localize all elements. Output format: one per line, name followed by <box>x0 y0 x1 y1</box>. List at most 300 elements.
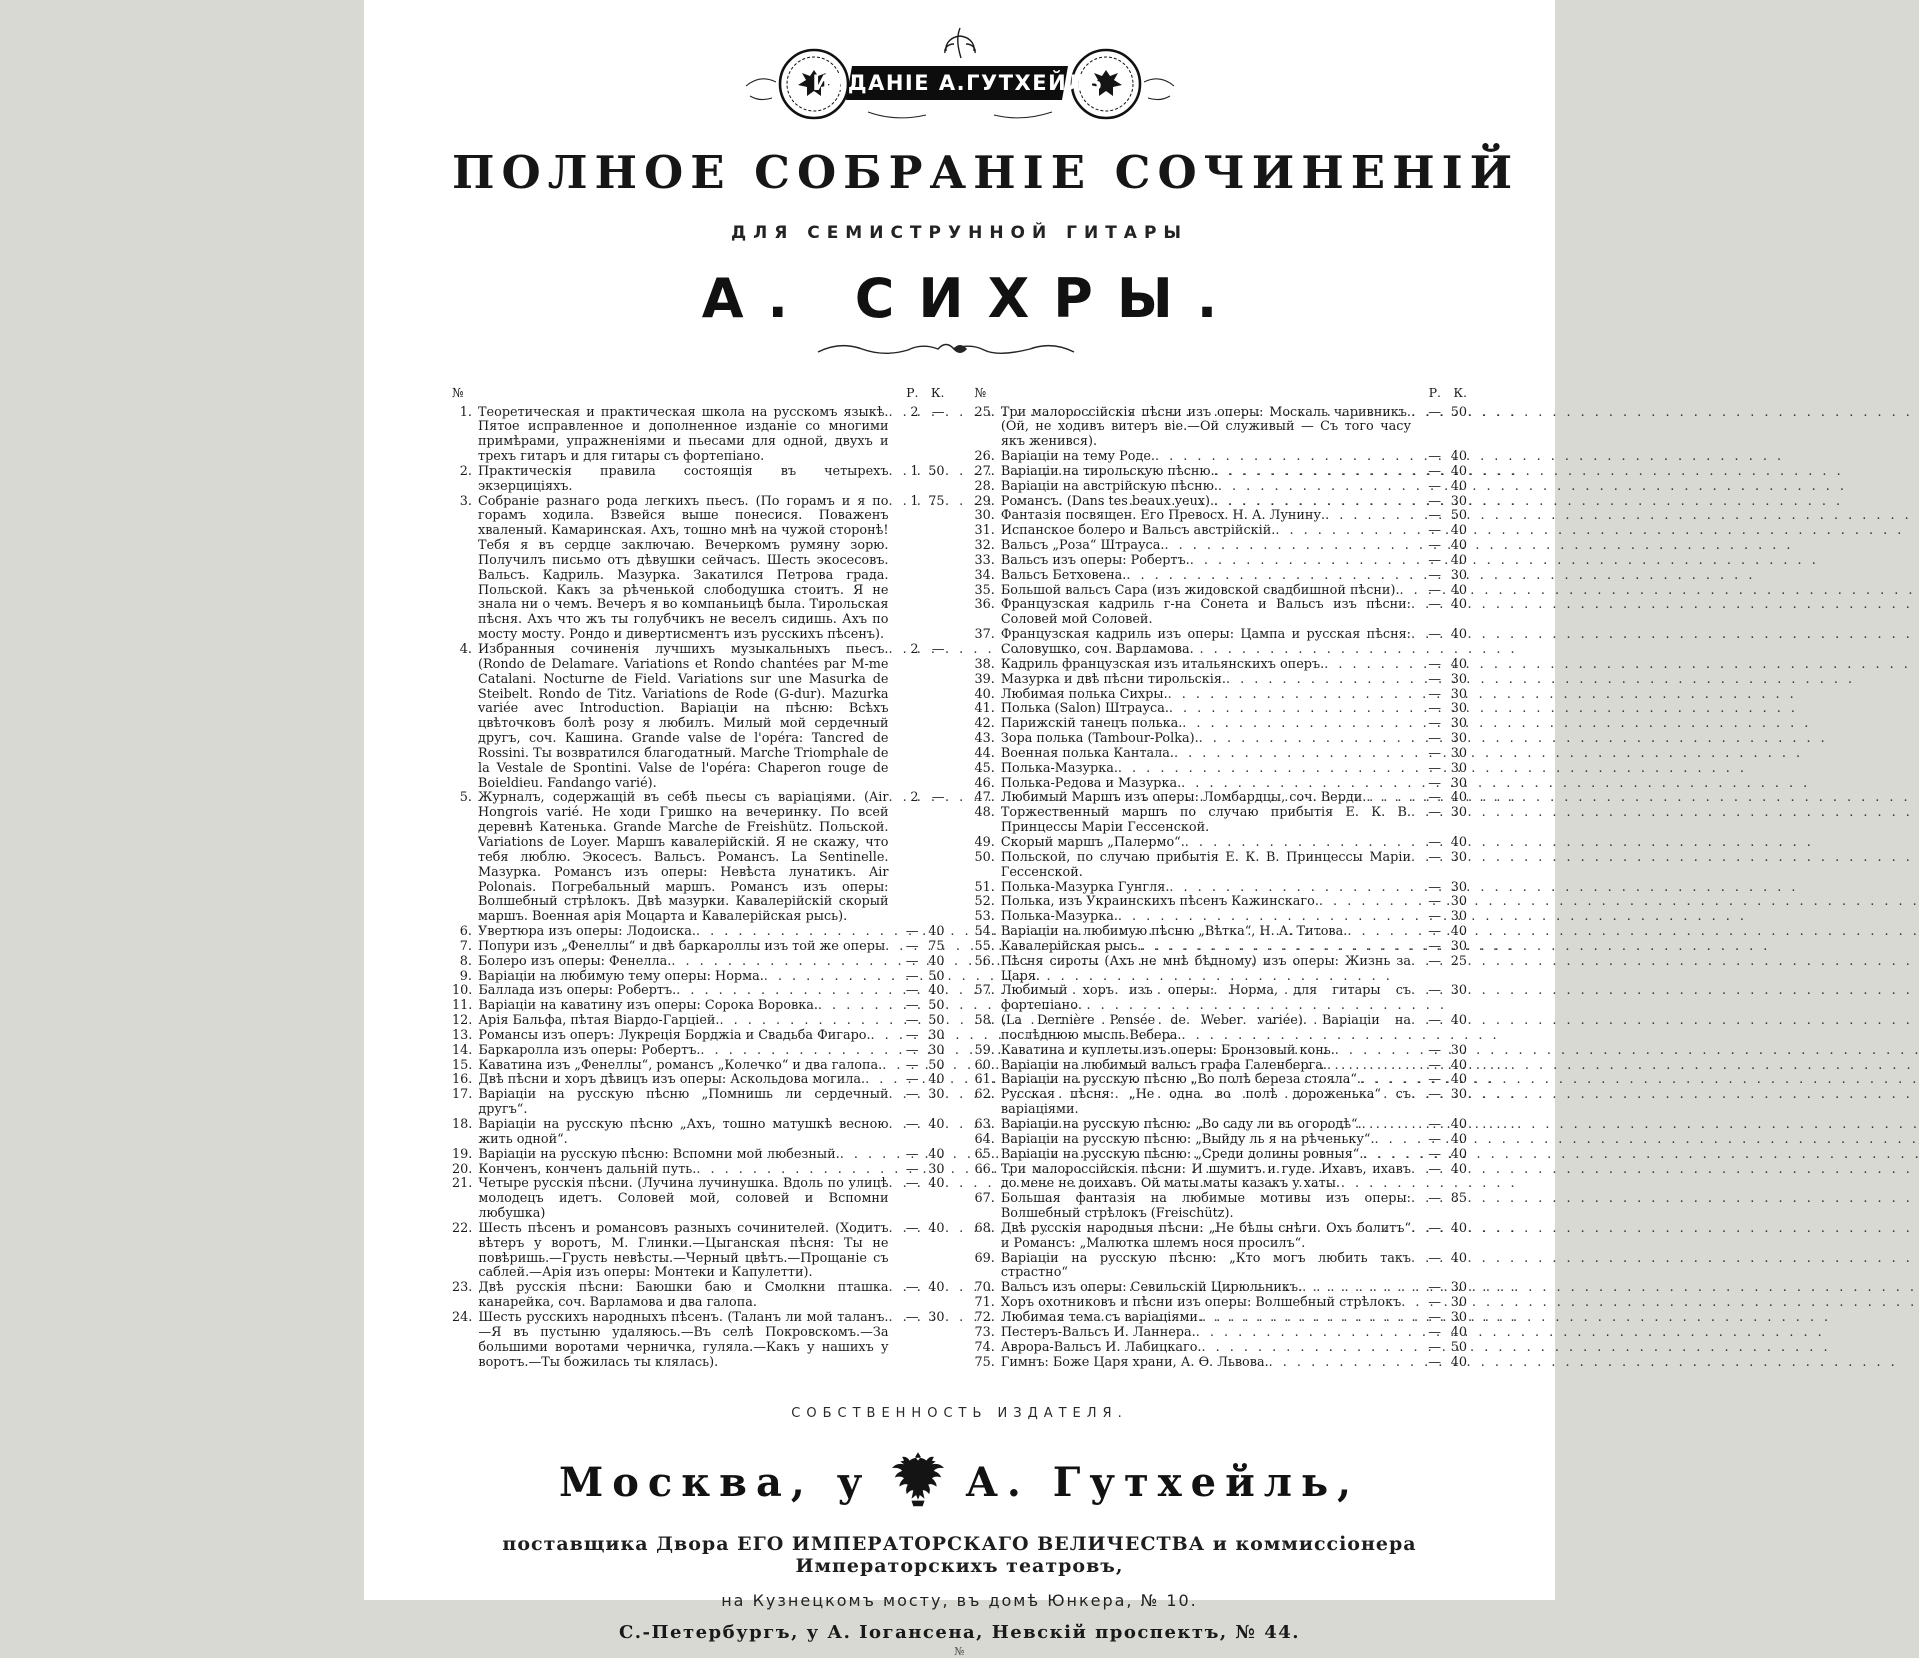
catalog-entry <box>975 910 1468 925</box>
catalog-entry <box>975 1073 1468 1088</box>
catalog-entry <box>975 1356 1468 1371</box>
entry-number: 41. <box>974 701 995 717</box>
entry-number: 55. <box>974 938 995 954</box>
entry-number: 10. <box>452 983 473 999</box>
dot-leader <box>871 1029 897 1044</box>
entry-number: 42. <box>974 716 995 732</box>
entry-price-kopecks: 50 <box>928 1057 945 1073</box>
dot-leader <box>1411 598 1419 613</box>
entry-price-rubles: — <box>905 1309 919 1325</box>
entry-price-kopecks: 40 <box>1450 1057 1467 1073</box>
number-header: № <box>974 385 987 400</box>
catalog-entry <box>975 1311 1468 1326</box>
entry-number: 62. <box>974 1087 995 1103</box>
dot-leader <box>1126 569 1419 584</box>
entry-price-rubles: — <box>1428 1309 1441 1325</box>
entry-title: Шесть пѣсенъ и романсовъ разныхъ сочинителей. (Ходитъ вѣтеръ у воротъ, М. Глинки.—Цыганская пѣсня: Ты не повѣришь.—Грусть невѣсты.—Черный цвѣтъ.—Прощаніе съ саблей.—Арія изъ оперы: Монтеки и Капулетти). <box>478 1220 889 1281</box>
entry-price-rubles: — <box>905 983 919 999</box>
entry-price-rubles: — <box>1428 523 1441 539</box>
catalog-entry <box>452 406 945 465</box>
entry-number: 49. <box>974 834 995 850</box>
entry-title: Русская пѣсня: „Не одна во полѣ дороженька“ съ варіаціями. <box>1000 1087 1411 1118</box>
branch-ornament-icon <box>944 28 974 58</box>
catalog-entry <box>975 524 1468 539</box>
entry-title: Романсы изъ оперъ: Лукреція Борджіа и Свадьба Фигаро. <box>478 1027 871 1043</box>
entry-price-kopecks: 40 <box>1450 552 1467 568</box>
dot-leader <box>889 1177 897 1192</box>
entry-price-kopecks: — <box>931 404 945 420</box>
entry-title: Варіаціи на русскую пѣсню: „Среди долины ровныя“. <box>1000 1146 1364 1162</box>
entry-number: 75. <box>974 1354 995 1370</box>
entry-price-rubles: — <box>905 1057 919 1073</box>
entry-number: 65. <box>974 1146 995 1162</box>
entry-price-kopecks: 50 <box>1450 404 1467 420</box>
entry-number: 1. <box>459 404 472 420</box>
entry-price-kopecks: 40 <box>1450 582 1467 598</box>
dot-leader <box>1361 1073 1419 1088</box>
dot-leader <box>1411 406 1419 421</box>
entry-title: Французская кадриль г-на Сонета и Вальсъ изъ пѣсни: Соловей мой Соловей. <box>1000 597 1411 628</box>
dot-leader <box>889 1088 897 1103</box>
entry-price-rubles: 2 <box>910 404 919 420</box>
entry-number: 30. <box>974 508 995 524</box>
catalog-entry <box>452 1163 945 1178</box>
court-supplier-line: поставщика Двора ЕГО ИМПЕРАТОРСКАГО ВЕЛИЧЕСТВА и коммиссіонера Императорскихъ театровъ, <box>502 1533 1417 1578</box>
entry-title: Большая фантазія на любимые мотивы изъ оперы: Волшебный стрѣлокъ (Freischütz). <box>1000 1191 1411 1222</box>
catalog-entry <box>975 895 1468 910</box>
entry-price-rubles: — <box>1428 463 1441 479</box>
catalog-entry <box>452 1073 945 1088</box>
entry-price-kopecks: 40 <box>1450 656 1467 672</box>
entry-price-rubles: — <box>1428 1161 1441 1177</box>
publisher-name: А. Гутхейль, <box>965 1458 1361 1506</box>
plate-mark: № <box>954 1645 965 1658</box>
entry-number: 5. <box>459 790 472 806</box>
dot-leader <box>1366 791 1419 806</box>
entry-price-kopecks: 40 <box>1450 1324 1467 1340</box>
entry-price-rubles: — <box>1428 582 1441 598</box>
left-column-header <box>452 386 945 401</box>
entry-title: Двѣ русскія народныя пѣсни: „Не бѣлы снѣги. Охъ болитъ“ и Романсъ: „Малютка шлемъ нося просилъ“. <box>1000 1220 1411 1251</box>
entry-number: 6. <box>459 924 472 940</box>
entry-title: Варіаціи на тему Роде. <box>1000 449 1155 465</box>
entry-price-rubles: — <box>1428 790 1441 806</box>
dot-leader <box>1226 673 1419 688</box>
catalog-entry <box>975 1088 1468 1118</box>
entry-number: 8. <box>459 953 472 969</box>
entry-title: Вальсъ „Роза“ Штрауса. <box>1000 538 1165 554</box>
catalog-entry <box>975 881 1468 896</box>
entry-price-kopecks: 40 <box>1450 538 1467 554</box>
entry-title: Кавалерійская рысь. <box>1000 938 1142 954</box>
catalog-entry <box>452 495 945 643</box>
entry-price-rubles: — <box>1428 716 1441 732</box>
dot-leader <box>1201 1341 1419 1356</box>
entry-title: Любимый хоръ изъ оперы: Норма, для гитары съ фортепіано. <box>1000 983 1411 1014</box>
dot-leader <box>720 1014 897 1029</box>
dot-leader <box>1347 925 1419 940</box>
entry-price-kopecks: 40 <box>1450 834 1467 850</box>
entry-price-rubles: — <box>1428 938 1441 954</box>
entry-number: 70. <box>974 1280 995 1296</box>
dot-leader <box>1411 628 1419 643</box>
entry-number: 68. <box>974 1220 995 1236</box>
entry-price-kopecks: 30 <box>1450 894 1467 910</box>
catalog-entry <box>975 658 1468 673</box>
entry-price-rubles: — <box>1428 745 1441 761</box>
catalog-entry <box>975 539 1468 554</box>
catalog-entry <box>975 1341 1468 1356</box>
entry-title: Арія Бальфа, пѣтая Віардо-Гарціей. <box>478 1013 720 1029</box>
dot-leader <box>1411 1014 1419 1029</box>
catalog-entry <box>975 1148 1468 1163</box>
entry-price-kopecks: 40 <box>1450 478 1467 494</box>
dot-leader <box>1190 554 1419 569</box>
entry-number: 64. <box>974 1131 995 1147</box>
entry-title: Варіаціи на каватину изъ оперы: Сорока Воровка. <box>478 998 818 1014</box>
entry-price-kopecks: 30 <box>1450 686 1467 702</box>
entry-price-kopecks: 40 <box>1450 627 1467 643</box>
entry-price-rubles: — <box>1428 731 1441 747</box>
entry-title: Варіаціи на любимый вальсъ графа Галенберга. <box>1000 1057 1327 1073</box>
catalog-entry <box>975 554 1468 569</box>
catalog-entry <box>452 465 945 495</box>
dot-leader <box>889 495 897 510</box>
publisher-ribbon-label: ИЗДАНІЕ А.ГУТХЕЙЛЬ <box>811 71 1104 95</box>
dot-leader <box>676 984 896 999</box>
entry-title: Пѣсня сироты (Ахъ не мнѣ бѣдному) изъ оперы: Жизнь за Царя. <box>1000 953 1411 984</box>
catalog-entry <box>975 1118 1468 1133</box>
entry-price-kopecks: 40 <box>928 1220 945 1236</box>
entry-price-rubles: — <box>1428 508 1441 524</box>
entry-number: 47. <box>974 790 995 806</box>
entry-price-rubles: — <box>1428 449 1441 465</box>
entry-price-kopecks: 30 <box>1450 1042 1467 1058</box>
dot-leader <box>1215 465 1419 480</box>
entry-price-rubles: 2 <box>910 790 919 806</box>
entry-number: 43. <box>974 731 995 747</box>
entry-price-rubles: — <box>905 1087 919 1103</box>
entry-price-rubles: — <box>1428 1354 1441 1370</box>
entry-title: Варіаціи на русскую пѣсню „Ахъ, тошно матушкѣ весною жить одной“. <box>478 1117 889 1147</box>
catalog-entry <box>975 465 1468 480</box>
entry-price-kopecks: 40 <box>1450 523 1467 539</box>
entry-price-kopecks: 30 <box>1450 1309 1467 1325</box>
entry-price-kopecks: 50 <box>928 968 945 984</box>
entry-price-rubles: — <box>1428 404 1441 420</box>
dot-leader <box>1327 1059 1419 1074</box>
entry-number: 25. <box>974 404 995 420</box>
catalog-entry <box>452 1148 945 1163</box>
dot-leader <box>1214 495 1419 510</box>
entry-title: Варіаціи на тирольскую пѣсню. <box>1000 463 1215 479</box>
catalog-entry <box>975 673 1468 688</box>
dot-leader <box>818 999 897 1014</box>
entry-title: Три малороссійскія пѣсни: И шумитъ и гуде. Ихавъ, ихавъ до мене не доихавъ. Ой маты маты казакъ у хаты. <box>1000 1161 1411 1192</box>
entry-title: Полька (Salon) Штрауса. <box>1000 701 1169 717</box>
dot-leader <box>889 643 897 658</box>
entry-price-rubles: — <box>1428 1220 1441 1236</box>
catalog-entry <box>452 791 945 925</box>
entry-title: Варіаціи на русскую пѣсню „Во полѣ береза стояла“. <box>1000 1072 1361 1088</box>
catalog-entry <box>975 598 1468 628</box>
entry-number: 38. <box>974 656 995 672</box>
catalog-entry <box>975 1014 1468 1044</box>
dot-leader <box>1411 1222 1419 1237</box>
dot-leader <box>889 1281 897 1296</box>
page-title: ПОЛНОЕ СОБРАНІЕ СОЧИНЕНІЙ <box>452 146 1520 199</box>
imprint <box>452 1406 1467 1658</box>
catalog-entry <box>975 984 1468 1014</box>
entry-price-rubles: — <box>1428 567 1441 583</box>
catalog-entry <box>452 643 945 791</box>
entry-price-rubles: — <box>905 1161 919 1177</box>
catalog-entry <box>975 1133 1468 1148</box>
entry-title: Парижскій танецъ полька. <box>1000 716 1183 732</box>
dot-leader <box>889 1222 897 1237</box>
entry-number: 14. <box>452 1042 473 1058</box>
entry-number: 72. <box>974 1309 995 1325</box>
catalog-entry <box>452 1014 945 1029</box>
entry-price-rubles: — <box>1428 627 1441 643</box>
catalog-entry <box>452 955 945 970</box>
entry-price-rubles: — <box>1428 894 1441 910</box>
entry-title: Аврора-Вальсъ И. Лабицкаго. <box>1000 1339 1202 1355</box>
entry-title: Мазурка и двѣ пѣсни тирольскія. <box>1000 671 1226 687</box>
entry-price-rubles: — <box>1428 701 1441 717</box>
entry-title: Конченъ, конченъ дальній путь. <box>478 1161 697 1177</box>
entry-price-rubles: — <box>1428 552 1441 568</box>
entry-price-rubles: — <box>1428 983 1441 999</box>
rubles-header: Р. <box>1428 385 1441 400</box>
entry-number: 63. <box>974 1117 995 1132</box>
dot-leader <box>1335 1044 1419 1059</box>
dot-leader <box>889 465 897 480</box>
catalog-entry <box>452 1088 945 1118</box>
dot-leader <box>1185 836 1419 851</box>
catalog <box>452 386 1467 1370</box>
catalog-entry <box>452 925 945 940</box>
catalog-entry <box>452 1281 945 1311</box>
catalog-entry <box>975 836 1468 851</box>
catalog-entry <box>975 1326 1468 1341</box>
entry-price-kopecks: 50 <box>1450 508 1467 524</box>
entry-title: Увертюра изъ оперы: Лодоиска. <box>478 924 696 940</box>
entry-number: 37. <box>974 627 995 643</box>
catalog-entry <box>975 925 1468 940</box>
ownership-notice: СОБСТВЕННОСТЬ ИЗДАТЕЛЯ. <box>791 1406 1128 1422</box>
entry-number: 73. <box>974 1324 995 1340</box>
entry-number: 26. <box>974 449 995 465</box>
entry-price-rubles: — <box>1428 760 1441 776</box>
dot-leader <box>1174 747 1419 762</box>
kopecks-header: К. <box>930 385 945 400</box>
entry-number: 7. <box>459 938 472 954</box>
publisher-ribbon <box>812 66 1103 100</box>
entry-number: 40. <box>974 686 995 702</box>
catalog-entry <box>975 406 1468 451</box>
petersburg-line: С.-Петербургъ, у А. Іогансена, Невскій проспектъ, № 44. <box>618 1622 1301 1644</box>
catalog-entry <box>975 1163 1468 1193</box>
entry-price-rubles: — <box>1428 1191 1441 1207</box>
dot-leader <box>889 791 897 806</box>
entry-title: Французская кадриль изъ оперы: Цампа и русская пѣсня: Соловушко, соч. Варламова. <box>1000 627 1411 657</box>
entry-title: Варіаціи на русскую пѣсню: „Выйду ль я на рѣченьку“. <box>1000 1131 1375 1147</box>
entry-price-rubles: — <box>905 1146 919 1162</box>
entry-price-rubles: — <box>1428 879 1441 895</box>
entry-title: Скорый маршъ „Палермо“. <box>1000 834 1185 850</box>
entry-price-kopecks: 40 <box>1450 1117 1467 1132</box>
entry-number: 51. <box>974 879 995 895</box>
entry-number: 15. <box>452 1057 473 1073</box>
entry-price-rubles: — <box>1428 478 1441 494</box>
catalog-entry <box>975 480 1468 495</box>
entry-price-rubles: — <box>1428 953 1441 969</box>
entry-number: 35. <box>974 582 995 598</box>
entry-title: Испанское болеро и Вальсъ австрійскій. <box>1000 523 1276 539</box>
entry-number: 28. <box>974 478 995 494</box>
entry-price-rubles: — <box>905 1042 919 1058</box>
catalog-entry <box>975 1296 1468 1311</box>
dot-leader <box>1325 509 1419 524</box>
entry-price-rubles: — <box>1428 1324 1441 1340</box>
dot-leader <box>1169 702 1419 717</box>
entry-number: 56. <box>974 953 995 969</box>
entry-price-kopecks: 30 <box>928 1087 945 1103</box>
entry-title: Двѣ пѣсни и хоръ дѣвицъ изъ оперы: Аскольдова могила. <box>478 1072 866 1088</box>
entry-price-rubles: — <box>905 953 919 969</box>
dot-leader <box>700 1044 896 1059</box>
catalog-entry <box>975 791 1468 806</box>
entry-number: 66. <box>974 1161 995 1177</box>
entry-price-rubles: 1 <box>910 463 919 479</box>
left-items-list <box>452 406 945 1371</box>
entry-title: Романсъ. (Dans tes beaux yeux). <box>1000 493 1215 509</box>
dot-leader <box>1324 658 1419 673</box>
entry-title: Болеро изъ оперы: Фенелла. <box>478 953 672 969</box>
rubles-header: Р. <box>906 385 919 400</box>
entry-price-kopecks: — <box>931 790 945 806</box>
entry-number: 67. <box>974 1191 995 1207</box>
dot-leader <box>1169 881 1419 896</box>
entry-title: Зора полька (Tambour-Polka). <box>1000 731 1199 747</box>
entry-price-kopecks: 40 <box>1450 1354 1467 1370</box>
entry-title: Собраніе разнаго рода легкихъ пьесъ. (По горамъ и я по горамъ ходила. Взвейся выше понесися. Поваженъ хваленый. Камаринская. Ахъ, тошно мнѣ на чужой сторонѣ! Тебя я въ сердце заключаю. Вечеркомъ румяну зорю. Получилъ письмо отъ дѣвушки сейчасъ. Шесть экосесовъ. Вальсъ. Кадриль. Мазурка. Закатился Петрова града. Польской. Какъ за рѣченькой слободушка стоитъ. Я не знала ни о чемъ. Вечеръ я во компаньицѣ была. Тирольская пѣсня. Ахъ что жъ ты голубчикъ не веселъ сидишь. Ахъ по мосту мосту. Рондо и дивертисментъ изъ русскихъ пѣсенъ). <box>478 493 889 643</box>
entry-price-rubles: — <box>1428 805 1441 821</box>
right-column-header <box>975 386 1468 401</box>
entry-price-kopecks: 75 <box>928 493 945 509</box>
entry-price-kopecks: 40 <box>1450 1131 1467 1147</box>
divider-squiggle-icon <box>810 340 1110 360</box>
catalog-entry <box>975 702 1468 717</box>
entry-number: 2. <box>459 463 472 479</box>
dot-leader <box>1362 1118 1419 1133</box>
entry-price-kopecks: 30 <box>1450 775 1467 791</box>
entry-price-kopecks: 40 <box>928 953 945 969</box>
entry-price-rubles: — <box>1428 656 1441 672</box>
entry-number: 18. <box>452 1117 473 1132</box>
entry-title: Каватина изъ „Фенеллы“, романсъ „Колечко“ и два галопа. <box>478 1057 883 1073</box>
catalog-page <box>364 0 1555 1658</box>
dot-leader <box>1302 1281 1419 1296</box>
entry-number: 44. <box>974 745 995 761</box>
entry-price-kopecks: 40 <box>928 1117 945 1132</box>
entry-price-rubles: — <box>905 924 919 940</box>
entry-title: Три малороссійскія пѣсни изъ оперы: Москаль чаривникъ. (Ой, не ходивъ витеръ віе.—Ой служивый — Съ того часу якъ женився). <box>1000 404 1411 450</box>
catalog-entry <box>975 628 1468 658</box>
catalog-entry <box>452 1222 945 1281</box>
entry-number: 74. <box>974 1339 995 1355</box>
catalog-entry <box>975 1192 1468 1222</box>
entry-number: 48. <box>974 805 995 821</box>
entry-price-kopecks: 30 <box>1450 493 1467 509</box>
entry-title: Избранныя сочиненія лучшихъ музыкальныхъ пьесъ. (Rondo de Delamare. Variations et Rondo chantées par M-me Catalani. Nocturne de Field. Variations sur une Masurka de Steibelt. Rondo de Titz. Variations de Rode (G-dur). Mazurka variée avec Introduction. Варіаціи на пѣсню: Всѣхъ цвѣточковъ болѣ розу я любилъ. Милый мой сердечный другъ, соч. Кашина. Grande valse de l'opéra: Tancred de Rossini. Ты возвратился благодатный. Marche Triomphale de la Vestale de Spontini. Valse de l'opéra: Chaperon rouge de Boieldieu. Fandango varié). <box>478 642 889 791</box>
entry-price-kopecks: 50 <box>928 998 945 1014</box>
entry-price-rubles: — <box>1428 1087 1441 1103</box>
catalog-entry <box>452 984 945 999</box>
entry-price-kopecks: 30 <box>1450 879 1467 895</box>
entry-number: 61. <box>974 1072 995 1088</box>
entry-number: 60. <box>974 1057 995 1073</box>
entry-price-kopecks: 50 <box>928 1013 945 1029</box>
entry-title: Большой вальсъ Сара (изъ жидовской свадбишной пѣсни). <box>1000 582 1400 598</box>
dot-leader <box>865 1073 896 1088</box>
entry-price-kopecks: 40 <box>928 983 945 999</box>
entry-price-rubles: — <box>1428 1295 1441 1311</box>
dot-leader <box>889 1118 897 1133</box>
entry-number: 31. <box>974 523 995 539</box>
entry-title: Варіаціи на русскую пѣсню: Вспомни мой любезный. <box>478 1146 840 1162</box>
dot-leader <box>1168 688 1419 703</box>
dot-leader <box>1411 1252 1419 1267</box>
entry-title: Полька-Редова и Мазурка. <box>1000 775 1182 791</box>
entry-price-rubles: — <box>1428 686 1441 702</box>
catalog-entry <box>452 1029 945 1044</box>
dot-leader <box>1375 1133 1419 1148</box>
dot-leader <box>1411 1163 1419 1178</box>
entry-price-kopecks: 40 <box>1450 1013 1467 1029</box>
entry-price-rubles: — <box>1428 1072 1441 1088</box>
dot-leader <box>671 955 896 970</box>
dot-leader <box>882 1059 896 1074</box>
entry-price-kopecks: 50 <box>928 463 945 479</box>
entry-price-kopecks: 30 <box>1450 701 1467 717</box>
title-divider <box>452 340 1467 364</box>
entry-title: Баллада изъ оперы: Робертъ. <box>478 983 677 999</box>
catalog-entry <box>452 970 945 985</box>
catalog-entry <box>975 851 1468 881</box>
imperial-eagle-icon <box>891 1451 945 1513</box>
entry-number: 69. <box>974 1250 995 1266</box>
entry-title: Двѣ русскія пѣсни: Баюшки баю и Смолкни пташка канарейка, соч. Варламова и два галопа. <box>478 1280 889 1311</box>
entry-number: 11. <box>452 998 473 1014</box>
entry-number: 39. <box>974 671 995 687</box>
catalog-entry <box>452 999 945 1014</box>
catalog-entry <box>975 1222 1468 1252</box>
dot-leader <box>1401 1296 1419 1311</box>
entry-number: 13. <box>452 1027 473 1043</box>
dot-leader <box>1155 450 1419 465</box>
catalog-entry <box>975 1059 1468 1074</box>
entry-price-kopecks: 25 <box>1450 953 1467 969</box>
entry-number: 21. <box>452 1176 473 1192</box>
entry-price-kopecks: 40 <box>1450 597 1467 613</box>
catalog-entry <box>975 509 1468 524</box>
entry-number: 50. <box>974 849 995 865</box>
entry-price-kopecks: 40 <box>1450 924 1467 940</box>
entry-title: Варіаціи на любимую пѣсню „Вѣтка“, Н. А. Титова. <box>1000 924 1348 940</box>
dot-leader <box>1118 910 1419 925</box>
